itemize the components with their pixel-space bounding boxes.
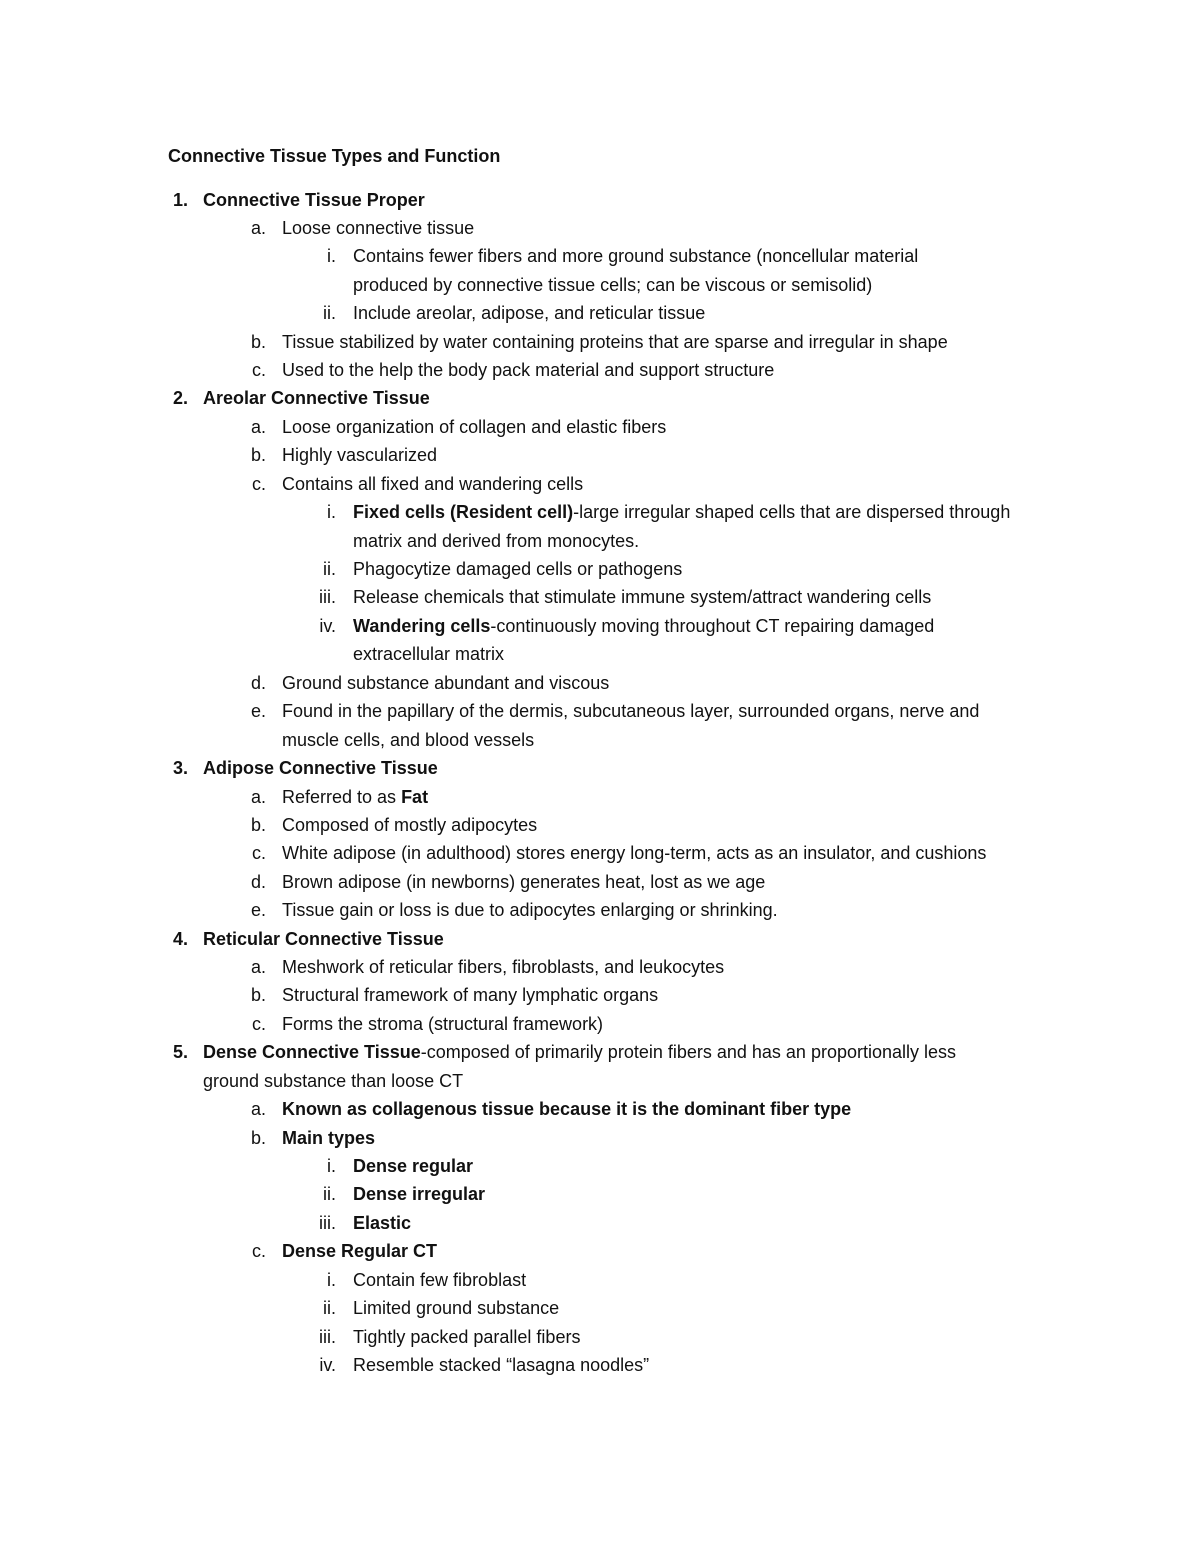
list-text: Dense irregular xyxy=(353,1184,486,1204)
list-text: Found in the papillary of the dermis, subcutaneous layer, surrounded organs, nerve and xyxy=(282,701,980,721)
list-text: Highly vascularized xyxy=(282,445,438,465)
list-number: 3. xyxy=(172,758,188,778)
section-heading: Reticular Connective Tissue xyxy=(203,929,444,949)
list-marker: a. xyxy=(250,218,266,238)
list-text: Phagocytize damaged cells or pathogens xyxy=(353,559,683,579)
list-text: Used to the help the body pack material and support structure xyxy=(282,360,775,380)
list-text: Ground substance abundant and viscous xyxy=(282,673,610,693)
section-heading: Adipose Connective Tissue xyxy=(203,758,438,778)
term-description: -large irregular shaped cells that are dispersed through xyxy=(573,502,1011,522)
section-heading: Connective Tissue Proper xyxy=(203,190,425,210)
list-marker: b. xyxy=(250,985,266,1005)
list-marker: a. xyxy=(250,417,266,437)
list-marker: i. xyxy=(327,1156,336,1176)
document-title: Connective Tissue Types and Function xyxy=(168,146,501,166)
list-text: Resemble stacked “lasagna noodles” xyxy=(353,1355,650,1375)
list-marker: e. xyxy=(250,701,266,721)
list-number: 4. xyxy=(172,929,188,949)
list-text: Known as collagenous tissue because it is the dominant fiber type xyxy=(282,1099,852,1119)
list-text: Contains fewer fibers and more ground substance (noncellular material xyxy=(353,246,919,266)
list-text: Forms the stroma (structural framework) xyxy=(282,1014,604,1034)
list-text: Dense regular xyxy=(353,1156,474,1176)
list-marker: ii. xyxy=(323,303,336,323)
section-heading: Areolar Connective Tissue xyxy=(203,388,430,408)
list-text: Tissue stabilized by water containing proteins that are sparse and irregular in shape xyxy=(282,332,948,352)
list-marker: i. xyxy=(327,502,336,522)
list-number: 5. xyxy=(172,1042,188,1062)
list-text: Release chemicals that stimulate immune system/attract wandering cells xyxy=(353,587,932,607)
list-text: Meshwork of reticular fibers, fibroblasts, and leukocytes xyxy=(282,957,725,977)
list-marker: iv. xyxy=(319,1355,336,1375)
list-marker: e. xyxy=(250,900,266,920)
list-marker: iii. xyxy=(319,1327,336,1347)
list-text: Loose connective tissue xyxy=(282,218,475,238)
heading-description: -composed of primarily protein fibers and has an proportionally less xyxy=(420,1042,957,1062)
list-marker: a. xyxy=(250,957,266,977)
term-description: -continuously moving throughout CT repairing damaged xyxy=(490,616,935,636)
section-heading: Dense Connective Tissue xyxy=(203,1042,421,1062)
list-marker: b. xyxy=(250,332,266,352)
list-marker: iii. xyxy=(319,587,336,607)
list-text: Contain few fibroblast xyxy=(353,1270,527,1290)
bold-term: Wandering cells xyxy=(353,616,491,636)
list-marker: c. xyxy=(251,474,266,494)
list-marker: c. xyxy=(251,360,266,380)
list-marker: c. xyxy=(251,1241,266,1261)
item-text: Referred to as xyxy=(282,787,402,807)
list-text: Tissue gain or loss is due to adipocytes enlarging or shrinking. xyxy=(282,900,778,920)
list-marker: iii. xyxy=(319,1213,336,1233)
list-marker: b. xyxy=(250,815,266,835)
list-text: Dense Regular CT xyxy=(282,1241,438,1261)
list-marker: a. xyxy=(250,787,266,807)
list-number: 2. xyxy=(172,388,188,408)
list-text: Brown adipose (in newborns) generates heat, lost as we age xyxy=(282,872,766,892)
list-marker: b. xyxy=(250,445,266,465)
list-text: produced by connective tissue cells; can be viscous or semisolid) xyxy=(353,275,873,295)
list-marker: ii. xyxy=(323,559,336,579)
list-text: Include areolar, adipose, and reticular tissue xyxy=(353,303,706,323)
list-text: matrix and derived from monocytes. xyxy=(353,531,640,551)
list-text xyxy=(282,783,428,811)
bold-term: Fixed cells (Resident cell) xyxy=(353,502,574,522)
list-marker: ii. xyxy=(323,1298,336,1318)
list-text: Contains all fixed and wandering cells xyxy=(282,474,584,494)
list-marker: b. xyxy=(250,1128,266,1148)
list-marker: a. xyxy=(250,1099,266,1119)
list-text: White adipose (in adulthood) stores energy long-term, acts as an insulator, and cushions xyxy=(282,843,987,863)
bold-term: Fat xyxy=(401,787,429,807)
list-text: Elastic xyxy=(353,1213,412,1233)
list-marker: c. xyxy=(251,843,266,863)
list-text: extracellular matrix xyxy=(353,644,505,664)
list-marker: d. xyxy=(250,673,266,693)
list-text xyxy=(353,612,934,640)
list-marker: d. xyxy=(250,872,266,892)
list-marker: iv. xyxy=(319,616,336,636)
list-marker: i. xyxy=(327,1270,336,1290)
list-text: Composed of mostly adipocytes xyxy=(282,815,538,835)
list-text xyxy=(203,1038,956,1066)
list-number: 1. xyxy=(172,190,188,210)
list-text: Main types xyxy=(282,1128,376,1148)
list-text: Loose organization of collagen and elastic fibers xyxy=(282,417,667,437)
list-text: ground substance than loose CT xyxy=(203,1071,464,1091)
list-text: Structural framework of many lymphatic organs xyxy=(282,985,659,1005)
list-marker: c. xyxy=(251,1014,266,1034)
list-text: Limited ground substance xyxy=(353,1298,560,1318)
list-marker: i. xyxy=(327,246,336,266)
list-text: Tightly packed parallel fibers xyxy=(353,1327,581,1347)
list-text: muscle cells, and blood vessels xyxy=(282,730,535,750)
list-text xyxy=(353,498,1010,526)
list-marker: ii. xyxy=(323,1184,336,1204)
